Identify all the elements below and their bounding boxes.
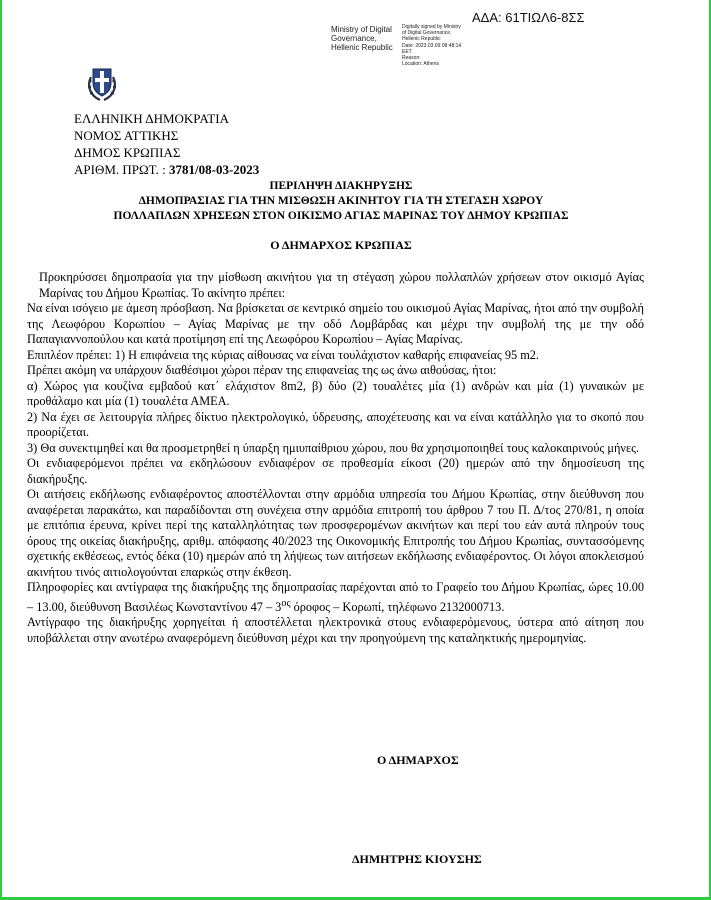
title-line: ΠΟΛΛΑΠΛΩΝ ΧΡΗΣΕΩΝ ΣΤΟΝ ΟΙΚΙΣΜΟ ΑΓΙΑΣ ΜΑΡΙΝΑΣ ΤΟΥ ΔΗΜΟΥ ΚΡΩΠΙΑΣ bbox=[113, 210, 569, 222]
body-paragraph: Αντίγραφο της διακήρυξης χορηγείται ή αποστέλλεται ηλεκτρονικά στους ενδιαφερόμενους, ύστερα από αίτηση που υποβάλλεται στην ανωτέρω αναφερόμενη διεύθυνση μέχρι και την προηγούμενη της καταληκτικής ημερομηνίας. bbox=[27, 615, 644, 645]
signature-detail-line: Date: 2023.03.09 08:48:14 bbox=[402, 42, 462, 49]
title-line: ΠΕΡΙΛΗΨΗ ΔΙΑΚΗΡΥΞΗΣ bbox=[269, 180, 413, 192]
floor-superscript: ος bbox=[281, 597, 291, 609]
body-paragraph: 2) Να έχει σε λειτουργία πλήρες δίκτυο ηλεκτρολογικό, ύδρευσης, αποχέτευσης και να είναι κατάλληλο για το σκοπό που προορίζεται. bbox=[27, 409, 644, 439]
protocol-label: ΑΡΙΘΜ. ΠΡΩΤ. : bbox=[74, 162, 170, 177]
signer-line: Ministry of Digital bbox=[331, 25, 392, 34]
header-country: ΕΛΛΗΝΙΚΗ ΔΗΜΟΚΡΑΤΙΑ bbox=[74, 111, 229, 126]
body-paragraph: Να είναι ισόγειο με άμεση πρόσβαση. Να βρίσκεται σε κεντρικό σημείο του οικισμού Αγίας Μαρίνας, ήτοι από την συμβολή της Λεωφόρου Κορωπίου – Αγίας Μαρίνας με την οδό Λομβάρδας και μέχρι την συμβολή της με την οδό Παπαγιαννοπούλου και κατά προτίμηση επί της Λεωφόρου Κορωπίου – Αγίας Μαρίνας. bbox=[27, 301, 644, 346]
body-paragraph: α) Χώρος για κουζίνα εμβαδού κατ΄ ελάχιστον 8m2, β) δύο (2) τουαλέτες μία (1) ανδρών και μία (1) γυναικών με προθάλαμο και μία (1) τουαλέτα ΑΜΕΑ. bbox=[27, 378, 644, 408]
mayor-heading: Ο ΔΗΜΑΡΧΟΣ ΚΡΩΠΙΑΣ bbox=[270, 238, 412, 252]
body-paragraph: 3) Θα συνεκτιμηθεί και θα προσμετρηθεί η ύπαρξη ημιυπαίθριου χώρου, που θα χρησιμοποιηθεί τους καλοκαιρινούς μήνες. bbox=[27, 440, 640, 455]
signature-detail-line: EET bbox=[402, 48, 412, 55]
signature-detail-line: Digitally signed by Ministry bbox=[402, 24, 461, 30]
body-paragraph: Προκηρύσσει δημοπρασία για την μίσθωση ακινήτου για τη στέγαση χώρου πολλαπλών χρήσεων στον οικισμό Αγίας Μαρίνας του Δήμου Κρωπίας. Το ακίνητο πρέπει: bbox=[39, 270, 644, 300]
title-line: ΔΗΜΟΠΡΑΣΙΑΣ ΓΙΑ ΤΗΝ ΜΙΣΘΩΣΗ ΑΚΙΝΗΤΟΥ ΓΙΑ ΤΗ ΣΤΕΓΑΣΗ ΧΩΡΟΥ bbox=[138, 195, 544, 207]
contact-info-text: όροφος – Κορωπί, τηλέφωνο 2132000713. bbox=[290, 599, 505, 614]
signature-detail-line: Hellenic Republic bbox=[402, 36, 441, 43]
body-paragraph: Επιπλέον πρέπει: 1) Η επιφάνεια της κύριας αίθουσας να είναι τουλάχιστον καθαρής επιφανείας 95 m2. bbox=[27, 347, 540, 362]
body-paragraph: Οι αιτήσεις εκδήλωσης ενδιαφέροντος αποστέλλονται στην αρμόδια υπηρεσία του Δήμου Κρωπίας, στην διεύθυνση που αναφέρεται παρακάτω, και παραδίδονται στη συνέχεια στην αρμόδια επιτροπή του άρθρου 7 του Π. Δ/τος 270/81, η οποία με επιτόπια έρευνα, κρίνει περί της καταλληλότητας των προσφερομένων ακινήτων και περί του εάν αυτά πληρούν τους όρους της οικείας διακήρυξης, αριθμ. απόφασης 40/2023 της Οικονομικής Επιτροπής του Δήμου Κρωπίας, συντασσόμενης σχετικής εκθέσεως, εντός δέκα (10) ημερών από τη λήψεως των αιτήσεων εκδήλωσης ενδιαφέροντος. Οι λόγοι αποκλεισμού ακινήτου τινός αιτιολογούνται επαρκώς στην έκθεση. bbox=[27, 487, 644, 579]
protocol-number-line bbox=[74, 161, 259, 178]
digital-signature-details bbox=[402, 24, 482, 67]
signature-title: Ο ΔΗΜΑΡΧΟΣ bbox=[377, 753, 459, 767]
header-municipality: ΔΗΜΟΣ ΚΡΩΠΙΑΣ bbox=[74, 145, 181, 160]
body-paragraph: Πρέπει ακόμη να υπάρχουν διαθέσιμοι χώροι πέραν της επιφανείας της ως άνω αιθούσας, ήτοι: bbox=[27, 363, 497, 377]
greek-coat-of-arms-icon bbox=[85, 63, 119, 103]
body-paragraph bbox=[27, 580, 644, 615]
signature-detail-line: Reason: bbox=[402, 55, 421, 62]
signature-name: ΔΗΜΗΤΡΗΣ ΚΙΟΥΣΗΣ bbox=[352, 852, 482, 866]
issuer-header bbox=[74, 110, 259, 178]
signer-line: Hellenic Republic bbox=[331, 43, 393, 52]
protocol-number: 3781/08-03-2023 bbox=[169, 162, 260, 177]
ada-code: ΑΔΑ: 61ΤΙΩΛ6-8ΣΣ bbox=[472, 10, 585, 25]
document-title bbox=[40, 179, 642, 224]
document-body bbox=[27, 270, 644, 646]
contact-info-text: Πληροφορίες και αντίγραφα της διακήρυξης της δημοπρασίας παρέχονται από το Γραφείο του Δήμου Κρωπίας, ώρες 10.00 – 13.00, διεύθυνση Βασιλέως Κωνσταντίνου 47 – 3 bbox=[27, 580, 644, 614]
body-paragraph: Οι ενδιαφερόμενοι πρέπει να εκδηλώσουν ενδιαφέρον σε προθεσμία είκοσι (20) ημερών από την δημοσίευση της διακήρυξης. bbox=[27, 456, 644, 486]
header-prefecture: ΝΟΜΟΣ ΑΤΤΙΚΗΣ bbox=[74, 128, 179, 143]
digital-signer bbox=[331, 25, 401, 52]
signature-detail-line: of Digital Governance, bbox=[402, 30, 452, 37]
signature-detail-line: Location: Athens bbox=[402, 61, 439, 68]
signer-line: Governance, bbox=[331, 34, 377, 43]
